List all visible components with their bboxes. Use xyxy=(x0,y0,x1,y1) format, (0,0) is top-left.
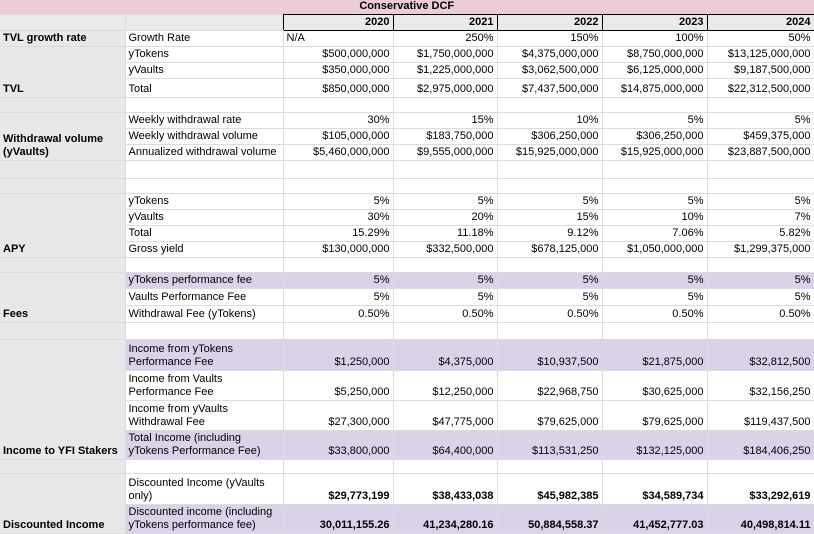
value-cell[interactable]: 0.50% xyxy=(393,305,497,322)
value-cell-empty[interactable] xyxy=(283,459,393,473)
row-label[interactable]: Weekly withdrawal rate xyxy=(125,112,283,128)
category-cell[interactable]: TVL growth rate xyxy=(0,30,125,46)
value-cell-empty[interactable] xyxy=(283,97,393,112)
value-cell[interactable]: $30,625,000 xyxy=(602,370,707,400)
value-cell-empty[interactable] xyxy=(707,257,814,272)
value-cell[interactable]: 30% xyxy=(283,112,393,128)
value-cell[interactable]: 5% xyxy=(707,272,814,288)
value-cell[interactable]: $23,887,500,000 xyxy=(707,144,814,160)
value-cell[interactable]: $9,187,500,000 xyxy=(707,62,814,78)
value-cell-empty[interactable] xyxy=(283,322,393,339)
value-cell-empty[interactable] xyxy=(497,459,602,473)
value-cell[interactable]: $6,125,000,000 xyxy=(602,62,707,78)
value-cell[interactable]: $29,773,199 xyxy=(283,473,393,504)
value-cell[interactable]: $183,750,000 xyxy=(393,128,497,144)
value-cell-empty[interactable] xyxy=(602,97,707,112)
value-cell[interactable]: 20% xyxy=(393,209,497,225)
sheet-title[interactable]: Conservative DCF xyxy=(0,0,814,14)
value-cell[interactable]: 30% xyxy=(283,209,393,225)
value-cell[interactable]: $332,500,000 xyxy=(393,241,497,257)
row-label[interactable]: yTokens xyxy=(125,193,283,209)
row-label[interactable]: Discounted income (including yTokens performance fee) xyxy=(125,504,283,533)
value-cell[interactable]: 5% xyxy=(497,272,602,288)
value-cell[interactable]: $22,312,500,000 xyxy=(707,78,814,97)
value-cell[interactable]: 41,452,777.03 xyxy=(602,504,707,533)
row-label-empty[interactable] xyxy=(125,459,283,473)
value-cell[interactable]: $306,250,000 xyxy=(602,128,707,144)
value-cell[interactable]: $32,812,500 xyxy=(707,339,814,370)
category-cell-empty[interactable] xyxy=(0,257,125,272)
value-cell[interactable]: $15,925,000,000 xyxy=(602,144,707,160)
value-cell-empty[interactable] xyxy=(602,160,707,178)
value-cell[interactable]: $64,400,000 xyxy=(393,430,497,459)
value-cell[interactable]: 9.12% xyxy=(497,225,602,241)
row-label[interactable]: yTokens performance fee xyxy=(125,272,283,288)
table-row xyxy=(0,30,814,46)
value-cell[interactable]: $184,406,250 xyxy=(707,430,814,459)
value-cell[interactable]: N/A xyxy=(283,30,393,46)
value-cell-empty[interactable] xyxy=(707,178,814,193)
value-cell[interactable]: 10% xyxy=(602,209,707,225)
value-cell-empty[interactable] xyxy=(393,257,497,272)
value-cell-empty[interactable] xyxy=(602,257,707,272)
value-cell[interactable]: 0.50% xyxy=(707,305,814,322)
value-cell-empty[interactable] xyxy=(283,178,393,193)
category-cell-empty[interactable] xyxy=(0,322,125,339)
value-cell-empty[interactable] xyxy=(497,160,602,178)
table-row xyxy=(0,339,814,370)
value-cell[interactable]: 50% xyxy=(707,30,814,46)
value-cell[interactable]: 5% xyxy=(707,112,814,128)
value-cell[interactable]: 5% xyxy=(393,193,497,209)
value-cell[interactable]: 5% xyxy=(497,193,602,209)
category-cell-empty[interactable] xyxy=(0,459,125,473)
row-label[interactable]: Total xyxy=(125,225,283,241)
value-cell[interactable]: $1,299,375,000 xyxy=(707,241,814,257)
category-cell[interactable]: APY xyxy=(0,193,125,257)
row-label[interactable]: Growth Rate xyxy=(125,30,283,46)
value-cell[interactable]: $27,300,000 xyxy=(283,400,393,430)
value-cell[interactable]: 5% xyxy=(602,112,707,128)
value-cell[interactable]: 5% xyxy=(497,288,602,305)
row-label[interactable]: Total xyxy=(125,78,283,97)
row-label[interactable]: Income from Vaults Performance Fee xyxy=(125,370,283,400)
value-cell[interactable]: $21,875,000 xyxy=(602,339,707,370)
spacer-row xyxy=(0,160,814,178)
category-cell[interactable]: Withdrawal volume (yVaults) xyxy=(0,112,125,160)
value-cell-empty[interactable] xyxy=(602,178,707,193)
row-label[interactable]: yVaults xyxy=(125,62,283,78)
table-row xyxy=(0,193,814,209)
value-cell[interactable]: 30,011,155.26 xyxy=(283,504,393,533)
value-cell[interactable]: $15,925,000,000 xyxy=(497,144,602,160)
table-row xyxy=(0,112,814,128)
value-cell[interactable]: $3,062,500,000 xyxy=(497,62,602,78)
title-row xyxy=(0,0,814,14)
row-label[interactable]: yTokens xyxy=(125,46,283,62)
row-label[interactable]: yVaults xyxy=(125,209,283,225)
header-row xyxy=(0,14,814,30)
value-cell[interactable]: $105,000,000 xyxy=(283,128,393,144)
row-label-empty[interactable] xyxy=(125,178,283,193)
value-cell[interactable]: 15% xyxy=(393,112,497,128)
value-cell-empty[interactable] xyxy=(602,322,707,339)
year-header-2023[interactable]: 2023 xyxy=(602,14,707,30)
value-cell-empty[interactable] xyxy=(497,97,602,112)
value-cell-empty[interactable] xyxy=(497,178,602,193)
year-header-2022[interactable]: 2022 xyxy=(497,14,602,30)
value-cell[interactable]: 5% xyxy=(602,193,707,209)
value-cell[interactable]: 5% xyxy=(602,272,707,288)
value-cell-empty[interactable] xyxy=(707,160,814,178)
value-cell[interactable]: 10% xyxy=(497,112,602,128)
value-cell[interactable]: 40,498,814.11 xyxy=(707,504,814,533)
value-cell[interactable]: 5% xyxy=(707,193,814,209)
value-cell[interactable]: $5,250,000 xyxy=(283,370,393,400)
value-cell[interactable]: $1,250,000 xyxy=(283,339,393,370)
value-cell[interactable]: 11.18% xyxy=(393,225,497,241)
value-cell-empty[interactable] xyxy=(393,459,497,473)
row-label-empty[interactable] xyxy=(125,322,283,339)
value-cell[interactable]: 5% xyxy=(283,288,393,305)
value-cell-empty[interactable] xyxy=(707,459,814,473)
value-cell[interactable]: $14,875,000,000 xyxy=(602,78,707,97)
table-row xyxy=(0,46,814,62)
category-cell-empty[interactable] xyxy=(0,97,125,112)
spacer-row xyxy=(0,97,814,112)
value-cell-empty[interactable] xyxy=(393,97,497,112)
row-label-empty[interactable] xyxy=(125,160,283,178)
value-cell[interactable]: $113,531,250 xyxy=(497,430,602,459)
value-cell-empty[interactable] xyxy=(393,322,497,339)
value-cell[interactable]: 0.50% xyxy=(283,305,393,322)
value-cell-empty[interactable] xyxy=(602,459,707,473)
value-cell[interactable]: $5,460,000,000 xyxy=(283,144,393,160)
value-cell[interactable]: $22,968,750 xyxy=(497,370,602,400)
value-cell-empty[interactable] xyxy=(707,97,814,112)
value-cell-empty[interactable] xyxy=(707,322,814,339)
value-cell[interactable]: 5.82% xyxy=(707,225,814,241)
row-label[interactable]: Income from yTokens Performance Fee xyxy=(125,339,283,370)
year-header-2024[interactable]: 2024 xyxy=(707,14,814,30)
category-cell-empty[interactable] xyxy=(0,178,125,193)
value-cell[interactable]: 5% xyxy=(393,272,497,288)
row-label-empty[interactable] xyxy=(125,257,283,272)
value-cell-empty[interactable] xyxy=(497,322,602,339)
value-cell[interactable]: $32,156,250 xyxy=(707,370,814,400)
value-cell[interactable]: 100% xyxy=(602,30,707,46)
value-cell[interactable]: $4,375,000,000 xyxy=(497,46,602,62)
value-cell[interactable]: $34,589,734 xyxy=(602,473,707,504)
value-cell[interactable]: $306,250,000 xyxy=(497,128,602,144)
row-label[interactable]: Gross yield xyxy=(125,241,283,257)
category-cell-empty[interactable] xyxy=(0,160,125,178)
category-cell[interactable]: Discounted Income xyxy=(0,473,125,533)
value-cell[interactable]: $2,975,000,000 xyxy=(393,78,497,97)
value-cell[interactable]: $10,937,500 xyxy=(497,339,602,370)
value-cell[interactable]: $79,625,000 xyxy=(602,400,707,430)
category-cell[interactable]: TVL xyxy=(0,46,125,97)
value-cell[interactable]: 50,884,558.37 xyxy=(497,504,602,533)
row-label[interactable]: Income from yVaults Withdrawal Fee xyxy=(125,400,283,430)
spacer-row xyxy=(0,257,814,272)
year-header-2020[interactable]: 2020 xyxy=(283,14,393,30)
value-cell[interactable]: $13,125,000,000 xyxy=(707,46,814,62)
value-cell[interactable]: $9,555,000,000 xyxy=(393,144,497,160)
value-cell-empty[interactable] xyxy=(393,160,497,178)
row-label[interactable]: Weekly withdrawal volume xyxy=(125,128,283,144)
value-cell[interactable]: 5% xyxy=(602,288,707,305)
spacer-row xyxy=(0,459,814,473)
value-cell[interactable]: 5% xyxy=(707,288,814,305)
category-cell[interactable]: Income to YFI Stakers xyxy=(0,339,125,459)
header-cell-empty-b[interactable] xyxy=(125,14,283,30)
value-cell-empty[interactable] xyxy=(283,160,393,178)
value-cell[interactable]: $119,437,500 xyxy=(707,400,814,430)
row-label[interactable]: Annualized withdrawal volume xyxy=(125,144,283,160)
value-cell[interactable]: $45,982,385 xyxy=(497,473,602,504)
value-cell[interactable]: $7,437,500,000 xyxy=(497,78,602,97)
value-cell[interactable]: $79,625,000 xyxy=(497,400,602,430)
value-cell[interactable]: $1,750,000,000 xyxy=(393,46,497,62)
spacer-row xyxy=(0,178,814,193)
value-cell[interactable]: 150% xyxy=(497,30,602,46)
value-cell[interactable]: 0.50% xyxy=(602,305,707,322)
value-cell[interactable]: $132,125,000 xyxy=(602,430,707,459)
value-cell-empty[interactable] xyxy=(497,257,602,272)
value-cell[interactable]: 15% xyxy=(497,209,602,225)
value-cell[interactable]: $850,000,000 xyxy=(283,78,393,97)
row-label[interactable]: Discounted Income (yVaults only) xyxy=(125,473,283,504)
value-cell[interactable]: $130,000,000 xyxy=(283,241,393,257)
value-cell[interactable]: $33,292,619 xyxy=(707,473,814,504)
value-cell[interactable]: 5% xyxy=(393,288,497,305)
value-cell[interactable]: 250% xyxy=(393,30,497,46)
value-cell[interactable]: $678,125,000 xyxy=(497,241,602,257)
value-cell[interactable]: $4,375,000 xyxy=(393,339,497,370)
value-cell[interactable]: $38,433,038 xyxy=(393,473,497,504)
category-cell[interactable]: Fees xyxy=(0,272,125,322)
header-cell-empty-a[interactable] xyxy=(0,14,125,30)
value-cell[interactable]: 7.06% xyxy=(602,225,707,241)
table-row xyxy=(0,473,814,504)
table-row xyxy=(0,272,814,288)
value-cell[interactable]: $1,050,000,000 xyxy=(602,241,707,257)
row-label[interactable]: Vaults Performance Fee xyxy=(125,288,283,305)
value-cell[interactable]: 7% xyxy=(707,209,814,225)
row-label-empty[interactable] xyxy=(125,97,283,112)
row-label[interactable]: Withdrawal Fee (yTokens) xyxy=(125,305,283,322)
year-header-2021[interactable]: 2021 xyxy=(393,14,497,30)
value-cell[interactable]: 5% xyxy=(283,272,393,288)
value-cell[interactable]: $8,750,000,000 xyxy=(602,46,707,62)
value-cell[interactable]: $12,250,000 xyxy=(393,370,497,400)
value-cell-empty[interactable] xyxy=(283,257,393,272)
value-cell[interactable]: $459,375,000 xyxy=(707,128,814,144)
value-cell[interactable]: 15.29% xyxy=(283,225,393,241)
row-label[interactable]: Total Income (including yTokens Performance Fee) xyxy=(125,430,283,459)
value-cell[interactable]: 5% xyxy=(283,193,393,209)
value-cell[interactable]: 41,234,280.16 xyxy=(393,504,497,533)
value-cell-empty[interactable] xyxy=(393,178,497,193)
value-cell[interactable]: $1,225,000,000 xyxy=(393,62,497,78)
value-cell[interactable]: $350,000,000 xyxy=(283,62,393,78)
value-cell[interactable]: 0.50% xyxy=(497,305,602,322)
value-cell[interactable]: $500,000,000 xyxy=(283,46,393,62)
spacer-row xyxy=(0,322,814,339)
value-cell[interactable]: $47,775,000 xyxy=(393,400,497,430)
value-cell[interactable]: $33,800,000 xyxy=(283,430,393,459)
